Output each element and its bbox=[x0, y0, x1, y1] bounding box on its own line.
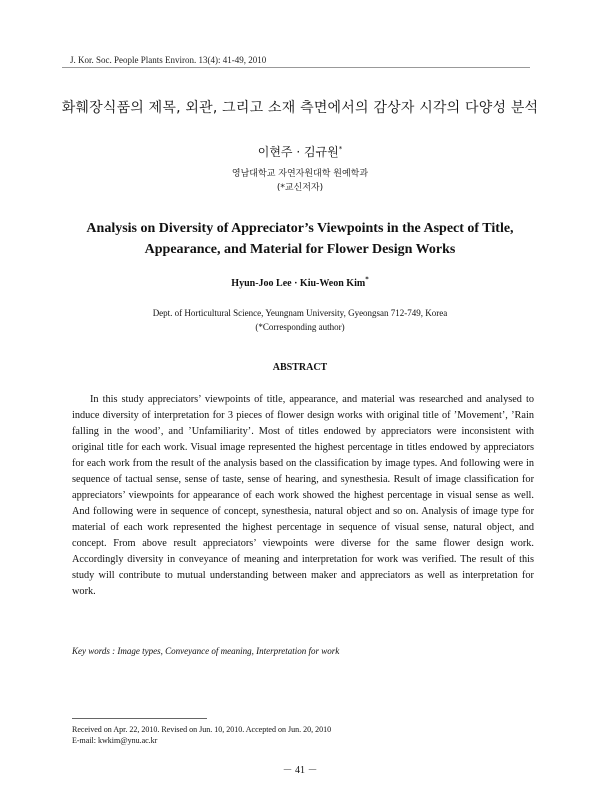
english-affiliation-block bbox=[0, 306, 600, 334]
english-title bbox=[0, 218, 600, 260]
journal-citation: J. Kor. Soc. People Plants Environ. 13(4): 41-49, 2010 bbox=[70, 55, 267, 65]
korean-author-mark: * bbox=[338, 145, 343, 153]
english-author-mark: * bbox=[365, 275, 369, 284]
keywords-label: Key words : bbox=[72, 646, 116, 656]
header-rule bbox=[62, 67, 530, 68]
footnote-dates: Received on Apr. 22, 2010. Revised on Jun. 10, 2010. Accepted on Jun. 20, 2010 bbox=[72, 725, 332, 734]
abstract-heading: ABSTRACT bbox=[272, 362, 328, 373]
abstract-text: In this study appreciators’ viewpoints of title, appearance, and material was researched and analysed to induce diversity of interpretation for 3 pieces of flower design works with original title of ’Movement’, ’Rain falling in the wood’, and ’Unfamiliarity’. Most of titles endowed by appreciators were inconsistent with original title for each work. Visual image represented the highest percentage in titles endowed by appreciators for each work from the result of the analysis based on the classification by image types. And following were in sequence of tactual sense, sense of taste, sense of hearing, and synesthesia. Result of image classification for appreciators’ viewpoints for appearance of each work showed the highest percentage in visual sense as well. And following were in sequence of concept, synesthesia, natural object and so on. Analysis of image type for material of each work represented the highest percentage in sequence of visual sense, natural object, and concept. From above result appreciators’ viewpoints were diverse for the same flower design work. Accordingly diversity in conveyance of meaning and interpretation for work was verified. The result of this study will contribute to mutual understanding between maker and appreciators as well as interpretation for work. bbox=[72, 394, 534, 597]
page-number: － 41 － bbox=[282, 765, 318, 776]
english-corresponding-note: (*Corresponding author) bbox=[255, 322, 345, 332]
english-title-line-2: Appearance, and Material for Flower Design Works bbox=[144, 242, 456, 257]
korean-title: 화훼장식품의 제목, 외관, 그리고 소재 측면에서의 감상자 시각의 다양성 분석 bbox=[61, 100, 539, 116]
korean-affiliation: 영남대학교 자연자원대학 원예학과 bbox=[231, 169, 369, 179]
footnote-email: E-mail: kwkim@ynu.ac.kr bbox=[72, 736, 158, 745]
keywords-line bbox=[72, 646, 534, 656]
korean-authors bbox=[0, 143, 600, 160]
keywords-text: Image types, Conveyance of meaning, Interpretation for work bbox=[115, 646, 340, 656]
footnote bbox=[72, 724, 532, 746]
korean-affiliation-block bbox=[0, 167, 600, 195]
korean-corresponding-note: (*교신저자) bbox=[276, 183, 324, 193]
english-authors bbox=[0, 275, 600, 289]
footnote-rule bbox=[72, 718, 207, 719]
english-author-names: Hyun-Joo Lee · Kiu-Weon Kim bbox=[231, 278, 366, 289]
english-title-line-1: Analysis on Diversity of Appreciator’s Viewpoints in the Aspect of Title, bbox=[86, 221, 514, 236]
korean-author-names: 이현주 · 김규원 bbox=[257, 145, 339, 159]
english-affiliation: Dept. of Horticultural Science, Yeungnam University, Gyeongsan 712-749, Korea bbox=[152, 308, 448, 318]
